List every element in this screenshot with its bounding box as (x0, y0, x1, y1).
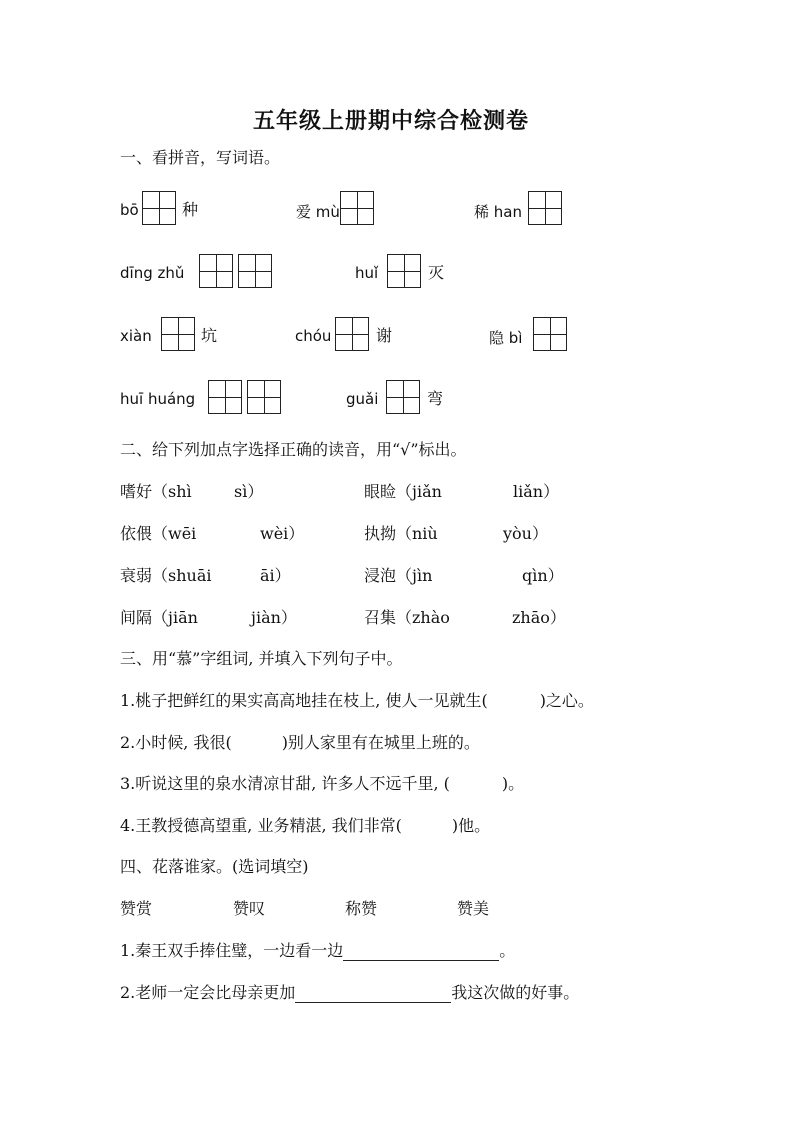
writing-grid[interactable] (247, 380, 281, 414)
reading-option[interactable]: 依偎（wēi (120, 524, 197, 543)
sentence-text: 3.听说这里的泉水清凉甘甜, 许多人不远千里, ( (120, 774, 450, 793)
page-title: 五年级上册期中综合检测卷 (253, 108, 530, 134)
section-2-heading: 二、给下列加点字选择正确的读音，用“√”标出。 (120, 440, 467, 459)
word-char: 谢 (376, 326, 393, 345)
sentence-text: )别人家里有在城里上班的。 (281, 733, 480, 752)
writing-grid[interactable] (238, 254, 272, 288)
reading-option[interactable]: yòu） (503, 524, 548, 543)
pinyin-prompt: xiàn (120, 327, 152, 345)
pinyin-prompt: bō (120, 201, 139, 219)
reading-option[interactable]: qìn） (522, 566, 564, 585)
word-choice: 赞美 (457, 899, 490, 918)
reading-option[interactable]: sì） (234, 482, 264, 501)
reading-option[interactable]: 嗜好（shì (120, 482, 192, 501)
sentence-text: 。 (499, 941, 516, 960)
section-1-heading: 一、看拼音，写词语。 (120, 148, 281, 167)
fill-sentence (120, 816, 490, 836)
fill-sentence (120, 983, 579, 1003)
writing-grid[interactable] (533, 317, 567, 351)
pinyin-prompt: 稀 han (474, 203, 522, 221)
writing-grid[interactable] (142, 191, 176, 225)
word-char: 灭 (428, 263, 445, 282)
section-4-heading: 四、花落谁家。(选词填空) (120, 857, 309, 876)
word-choice: 赞赏 (120, 899, 153, 918)
word-char: 弯 (427, 389, 444, 408)
writing-grid[interactable] (161, 317, 195, 351)
writing-grid[interactable] (335, 317, 369, 351)
fill-sentence (120, 733, 480, 753)
reading-option[interactable]: 间隔（jiān (120, 608, 198, 627)
reading-option[interactable]: wèi） (260, 524, 305, 543)
word-char: 坑 (201, 326, 218, 345)
sentence-text: 我这次做的好事。 (451, 983, 580, 1002)
pinyin-prompt: 隐 bì (489, 329, 523, 347)
pinyin-prompt: chóu (295, 327, 332, 345)
answer-blank[interactable] (343, 944, 499, 961)
sentence-text: 2.老师一定会比母亲更加 (120, 983, 296, 1002)
sentence-text: 4.王教授德高望重, 业务精湛, 我们非常( (120, 816, 402, 835)
pinyin-prompt: huī huáng (120, 390, 196, 408)
fill-sentence (120, 774, 524, 794)
writing-grid[interactable] (387, 254, 421, 288)
reading-option[interactable]: 执拗（niù (364, 524, 438, 543)
section-3-heading: 三、用“慕”字组词, 并填入下列句子中。 (120, 649, 403, 668)
reading-option[interactable]: 眼睑（jiǎn (364, 482, 442, 501)
writing-grid[interactable] (199, 254, 233, 288)
reading-option[interactable]: āi） (260, 566, 291, 585)
word-choice: 称赞 (345, 899, 378, 918)
pinyin-prompt: dīng zhǔ (120, 264, 185, 282)
pinyin-prompt: guǎi (346, 390, 379, 408)
reading-option[interactable]: zhāo） (512, 608, 566, 627)
word-char: 种 (182, 200, 199, 219)
sentence-text: 1.秦王双手捧住璧，一边看一边 (120, 941, 344, 960)
writing-grid[interactable] (528, 191, 562, 225)
writing-grid[interactable] (340, 191, 374, 225)
reading-option[interactable]: 浸泡（jìn (364, 566, 433, 585)
answer-blank[interactable] (295, 986, 451, 1003)
pinyin-prompt: 爱 mù (296, 203, 340, 221)
pinyin-prompt: huǐ (355, 264, 379, 282)
sentence-text: 2.小时候, 我很( (120, 733, 232, 752)
reading-option[interactable]: liǎn） (513, 482, 560, 501)
reading-option[interactable]: jiàn） (251, 608, 297, 627)
word-choice: 赞叹 (233, 899, 266, 918)
reading-option[interactable]: 召集（zhào (364, 608, 450, 627)
sentence-text: 1.桃子把鲜红的果实高高地挂在枝上, 使人一见就生( (120, 691, 488, 710)
writing-grid[interactable] (208, 380, 242, 414)
sentence-text: )之心。 (539, 691, 594, 710)
sentence-text: )他。 (451, 816, 491, 835)
writing-grid[interactable] (386, 380, 420, 414)
sentence-text: )。 (501, 774, 525, 793)
reading-option[interactable]: 衰弱（shuāi (120, 566, 212, 585)
fill-sentence (120, 691, 594, 711)
fill-sentence (120, 941, 515, 961)
